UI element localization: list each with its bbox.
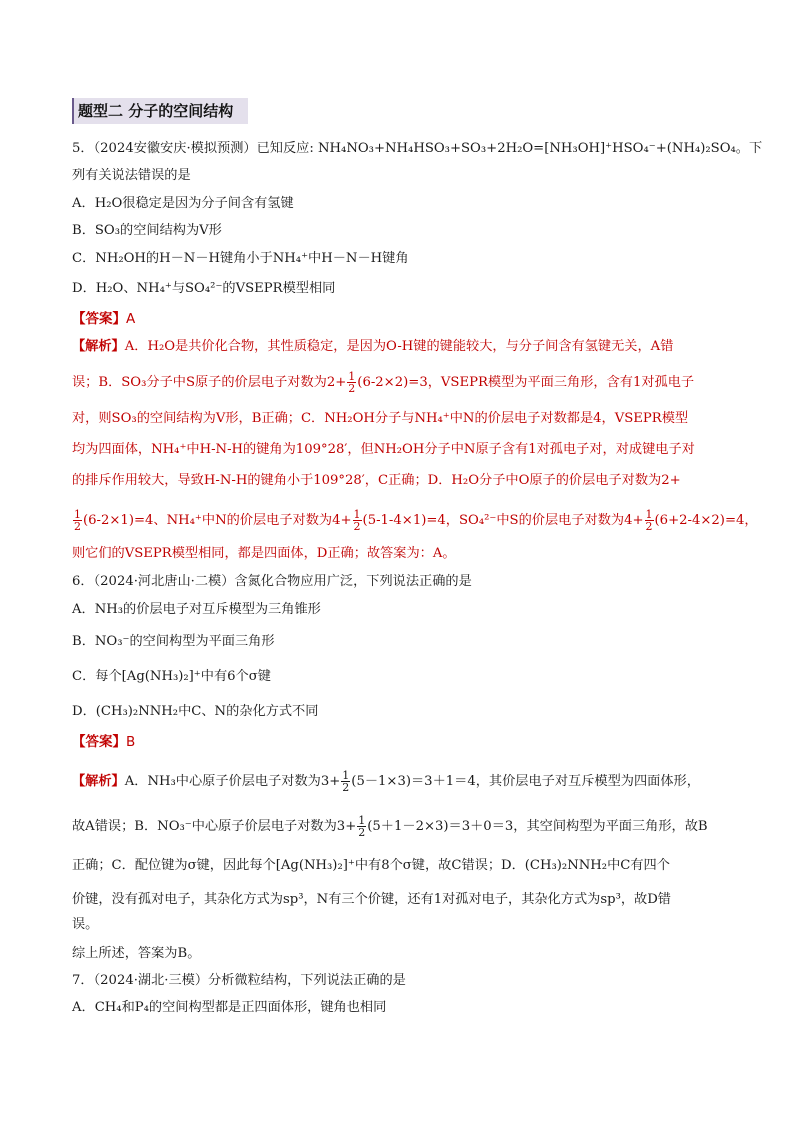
q6-option-b: B．NO₃⁻的空间构型为平面三角形	[72, 634, 275, 649]
q5-stem-line2: 列有关说法错误的是	[72, 168, 191, 183]
fraction-half: $\frac{1}{2}$	[74, 508, 81, 533]
q5-option-a: A．H₂O很稳定是因为分子间含有氢键	[72, 196, 294, 211]
explanation-tag: 【解析】	[72, 339, 125, 354]
q5-stem-line1: 5．（2024安徽安庆·模拟预测）已知反应: NH₄NO₃+NH₄HSO₃+SO₃+2H₂O=[NH₃OH]⁺HSO₄⁻+(NH₄)₂SO₄。下	[72, 141, 763, 156]
q6-summary: 综上所述，答案为B。	[72, 946, 201, 961]
q5-option-c: C．NH₂OH的H－N－H键角小于NH₄⁺中H－N－H键角	[72, 251, 409, 266]
q5-answer	[72, 310, 135, 328]
explanation-tag: 【解析】	[72, 774, 125, 789]
fraction-half: $\frac{1}{2}$	[645, 508, 653, 533]
fraction-half: $\frac{1}{2}$	[358, 814, 366, 839]
q6-answer	[72, 733, 135, 751]
q6-option-d: D．(CH₃)₂NNH₂中C、N的杂化方式不同	[72, 704, 319, 719]
answer-tag: 【答案】	[72, 734, 126, 750]
q7-stem: 7．（2024·湖北·三模）分析微粒结构，下列说法正确的是	[72, 973, 406, 988]
answer-tag: 【答案】	[72, 311, 126, 327]
q6-option-c: C．每个[Ag(NH₃)₂]⁺中有6个σ键	[72, 669, 271, 684]
q6-option-a: A．NH₃的价层电子对互斥模型为三角锥形	[72, 602, 321, 617]
answer-value: A	[126, 311, 136, 327]
q6-explanation-line1: 【解析】A．NH₃中心原子价层电子对数为3+ $\frac{1}{2}$ (5－1×3)＝3＋1＝4，其价层电子对互斥模型为四面体形，	[72, 769, 700, 794]
q6-stem: 6．（2024·河北唐山·二模）含氮化合物应用广泛，下列说法正确的是	[72, 574, 472, 589]
q6-explanation-line2: 故A错误；B．NO₃⁻中心原子价层电子对数为3+ $\frac{1}{2}$ (5＋1－2×3)＝3＋0＝3，其空间构型为平面三角形，故B	[72, 814, 708, 839]
q7-option-a: A．CH₄和P₄的空间构型都是正四面体形，键角也相同	[72, 1000, 387, 1015]
fraction-half: $\frac{1}{2}$	[342, 769, 350, 794]
q5-explanation-line5: 的排斥作用较大，导致H-N-H的键角小于109°28′，C正确；D．H₂O分子中O原子的价层电子对数为2+	[72, 473, 681, 488]
q6-explanation-line5: 误。	[72, 917, 99, 932]
q5-explanation-line7: 则它们的VSEPR模型相同，都是四面体，D正确；故答案为：A。	[72, 546, 456, 561]
q6-explanation-line4: 价键，没有孤对电子，其杂化方式为sp³，N有三个价键，还有1对孤对电子，其杂化方式为sp³，故D错	[72, 892, 671, 907]
section-title: 题型二 分子的空间结构	[72, 98, 248, 124]
q5-explanation-line1: 【解析】A．H₂O是共价化合物，其性质稳定，是因为O-H键的键能较大，与分子间含有氢键无关，A错	[72, 339, 674, 354]
q5-explanation-line4: 均为四面体，NH₄⁺中H-N-H的键角为109°28′，但NH₂OH分子中N原子含有1对孤电子对，对成键电子对	[72, 442, 695, 457]
q5-explanation-line3: 对，则SO₃的空间结构为V形，B正确；C．NH₂OH分子与NH₄⁺中N的价层电子对数都是4，VSEPR模型	[72, 411, 689, 426]
q5-option-b: B．SO₃的空间结构为V形	[72, 223, 222, 238]
q5-explanation-line2: 误；B．SO₃分子中S原子的价层电子对数为2+ $\frac{1}{2}$ (6-2×2)=3，VSEPR模型为平面三角形，含有1对孤电子	[72, 370, 695, 395]
q6-explanation-line3: 正确；C．配位键为σ键，因此每个[Ag(NH₃)₂]⁺中有8个σ键，故C错误；D．(CH₃)₂NNH₂中C有四个	[72, 858, 670, 873]
fraction-half: $\frac{1}{2}$	[348, 370, 356, 395]
fraction-half: $\frac{1}{2}$	[353, 508, 361, 533]
q5-option-d: D．H₂O、NH₄⁺与SO₄²⁻的VSEPR模型相同	[72, 281, 336, 296]
answer-value: B	[126, 734, 136, 750]
q5-explanation-line6: $\frac{1}{2}$ (6-2×1)=4、NH₄⁺中N的价层电子对数为4+ $\frac{1}{2}$ (5-1-4×1)=4，SO₄²⁻中S的价层电子对数为4+ $\frac{1}{2}$ (6+2-4×2)=4，	[74, 508, 758, 533]
